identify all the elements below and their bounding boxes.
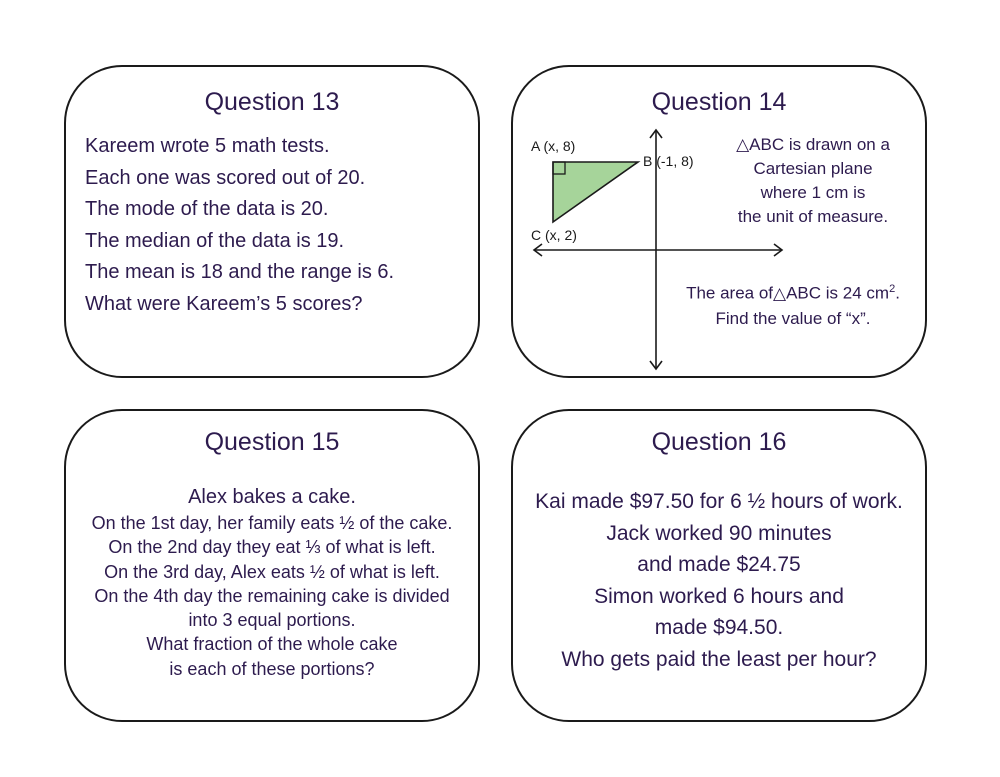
point-c-label: C (x, 2) bbox=[531, 227, 577, 243]
area-end: . bbox=[895, 283, 900, 303]
q15-line: Alex bakes a cake. bbox=[188, 486, 356, 508]
q15-line: is each of these portions? bbox=[169, 658, 375, 679]
q15-line: On the 1st day, her family eats ½ of the cake. bbox=[91, 513, 453, 533]
area-mid: ABC is 24 cm bbox=[786, 283, 890, 303]
q16-line: Jack worked 90 minutes bbox=[606, 521, 832, 545]
point-b-label: B (-1, 8) bbox=[643, 153, 694, 169]
q15-line: On the 3rd day, Alex eats ½ of what is left. bbox=[104, 561, 440, 582]
question-14-card bbox=[511, 65, 927, 378]
question-15-body bbox=[66, 483, 478, 681]
question-13-card bbox=[64, 65, 480, 378]
question-16-body bbox=[513, 486, 925, 676]
triangle-abc bbox=[553, 162, 638, 222]
point-a-label: A (x, 8) bbox=[531, 138, 576, 154]
q14-desc-line: the unit of measure. bbox=[737, 207, 889, 226]
q14-desc-line: ABC is drawn on a bbox=[749, 135, 890, 154]
q15-line: into 3 equal portions. bbox=[188, 610, 356, 631]
q16-line: and made $24.75 bbox=[637, 553, 801, 577]
area-prefix: The area of bbox=[686, 283, 774, 303]
q15-line: On the 4th day the remaining cake is divided bbox=[94, 585, 450, 606]
q15-line: What fraction of the whole cake bbox=[146, 634, 398, 655]
question-14-description bbox=[713, 133, 913, 229]
area-superscript: 2 bbox=[889, 283, 896, 295]
q16-line: Simon worked 6 hours and bbox=[594, 584, 844, 608]
question-14-area-text bbox=[663, 277, 923, 331]
q13-line: The median of the data is 19. bbox=[85, 229, 345, 252]
q13-line: Each one was scored out of 20. bbox=[85, 166, 366, 189]
q13-line: The mode of the data is 20. bbox=[85, 198, 329, 220]
q15-line: On the 2nd day they eat ⅓ of what is left. bbox=[108, 537, 436, 558]
triangle-icon: △ bbox=[773, 283, 787, 303]
question-13-body bbox=[85, 131, 394, 320]
question-16-title: Question 16 bbox=[651, 428, 787, 456]
q13-line: The mean is 18 and the range is 6. bbox=[85, 261, 395, 283]
q16-line: Kai made $97.50 for 6 ½ hours of work. bbox=[535, 490, 903, 513]
triangle-icon: △ bbox=[736, 135, 750, 154]
q13-line: What were Kareem’s 5 scores? bbox=[85, 292, 363, 315]
question-15-card bbox=[64, 409, 480, 722]
question-13-title: Question 13 bbox=[204, 88, 340, 116]
q14-desc-line: where 1 cm is bbox=[760, 183, 866, 202]
question-16-card bbox=[511, 409, 927, 722]
question-14-title: Question 14 bbox=[651, 88, 787, 116]
q13-line: Kareem wrote 5 math tests. bbox=[85, 135, 330, 157]
q16-line: Who gets paid the least per hour? bbox=[561, 647, 877, 671]
q14-desc-line: Cartesian plane bbox=[753, 159, 873, 178]
find-x-text: Find the value of “x”. bbox=[715, 308, 871, 328]
q16-line: made $94.50. bbox=[654, 616, 784, 640]
question-15-title: Question 15 bbox=[204, 428, 340, 456]
